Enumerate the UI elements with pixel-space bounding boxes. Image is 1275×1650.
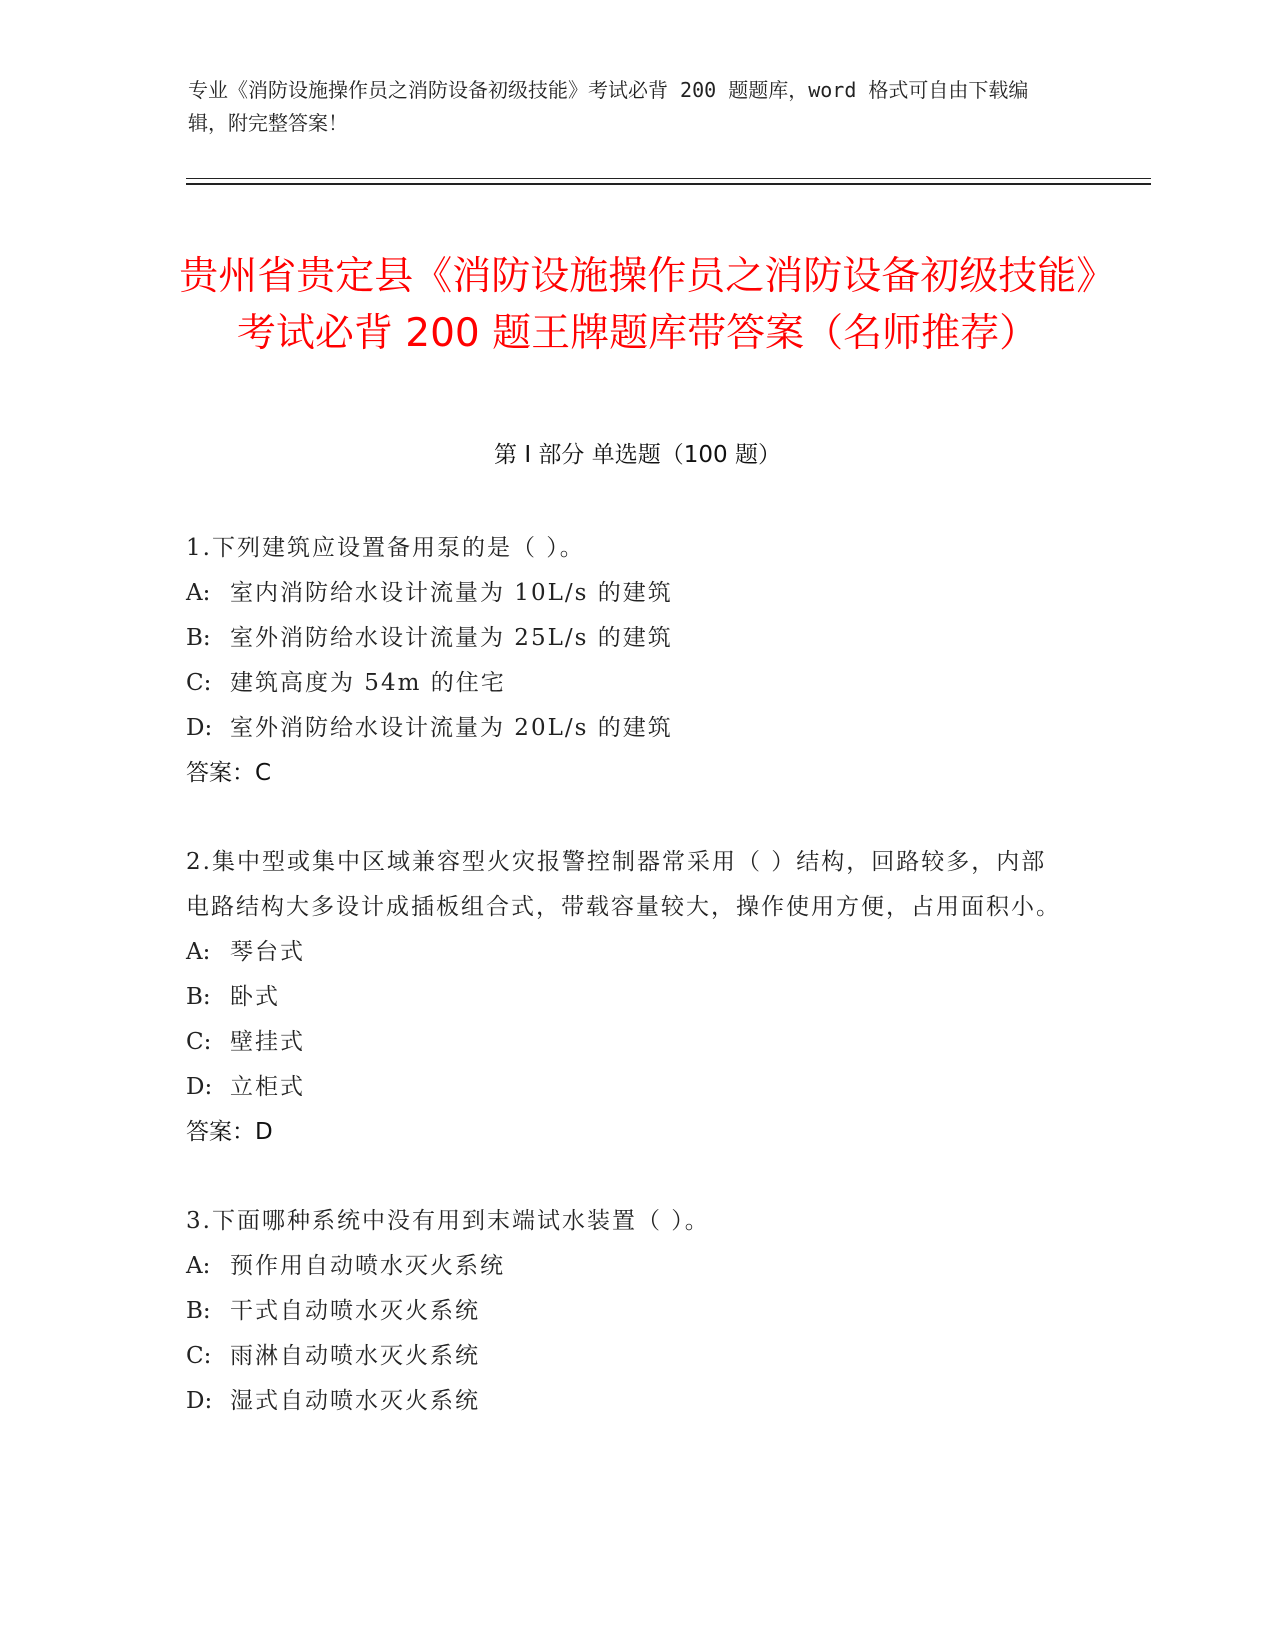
option-d (186, 1065, 1066, 1110)
document-title: 贵州省贵定县《消防设施操作员之消防设备初级技能》考试必背 200 题王牌题库带答案（名师推荐） (179, 254, 1096, 357)
option-label: D: (186, 1388, 213, 1414)
option-text: 湿式自动喷水灭火系统 (230, 1388, 480, 1414)
option-b (186, 975, 1066, 1020)
option-label: B: (186, 625, 211, 651)
option-text: 卧式 (230, 984, 280, 1010)
answer: 答案：C (186, 760, 272, 786)
option-text: 琴台式 (230, 939, 305, 965)
answer: 答案：D (186, 1119, 273, 1145)
option-c (186, 1020, 1066, 1065)
option-label: B: (186, 984, 211, 1010)
option-label: A: (186, 580, 211, 606)
question-stem: 2.集中型或集中区域兼容型火灾报警控制器常采用（ ）结构，回路较多，内部电路结构大多设计成插板组合式，带载容量较大，操作使用方便，占用面积小。 (186, 849, 1061, 920)
option-text: 预作用自动喷水灭火系统 (230, 1253, 505, 1279)
option-d (186, 1379, 1066, 1424)
question-1 (186, 526, 1066, 796)
option-text: 立柜式 (230, 1074, 305, 1100)
option-label: C: (186, 1029, 212, 1055)
option-d (186, 706, 1066, 751)
option-text: 室外消防给水设计流量为 25L/s 的建筑 (230, 625, 673, 651)
header-note: 专业《消防设施操作员之消防设备初级技能》考试必背 200 题题库，word 格式可自由下载编辑，附完整答案！ (188, 78, 1029, 135)
option-c (186, 1334, 1066, 1379)
option-label: D: (186, 715, 213, 741)
option-label: C: (186, 1343, 212, 1369)
section-heading: 第 I 部分 单选题（100 题） (494, 442, 781, 468)
option-text: 雨淋自动喷水灭火系统 (230, 1343, 480, 1369)
option-a (186, 1244, 1066, 1289)
header-divider-thick (186, 183, 1151, 185)
option-text: 壁挂式 (230, 1029, 305, 1055)
option-b (186, 616, 1066, 661)
option-label: B: (186, 1298, 211, 1324)
header-divider-thin (186, 178, 1151, 179)
question-2 (186, 840, 1066, 1155)
option-label: D: (186, 1074, 213, 1100)
question-list (186, 526, 1066, 1468)
question-stem: 1.下列建筑应设置备用泵的是（ ）。 (186, 535, 585, 561)
option-b (186, 1289, 1066, 1334)
question-stem: 3.下面哪种系统中没有用到末端试水装置（ ）。 (186, 1208, 710, 1234)
option-a (186, 930, 1066, 975)
option-text: 室内消防给水设计流量为 10L/s 的建筑 (230, 580, 673, 606)
option-a (186, 571, 1066, 616)
option-text: 干式自动喷水灭火系统 (230, 1298, 480, 1324)
option-c (186, 661, 1066, 706)
option-label: A: (186, 939, 211, 965)
option-label: A: (186, 1253, 211, 1279)
option-text: 室外消防给水设计流量为 20L/s 的建筑 (230, 715, 673, 741)
option-text: 建筑高度为 54m 的住宅 (230, 670, 506, 696)
option-label: C: (186, 670, 212, 696)
question-3 (186, 1199, 1066, 1424)
